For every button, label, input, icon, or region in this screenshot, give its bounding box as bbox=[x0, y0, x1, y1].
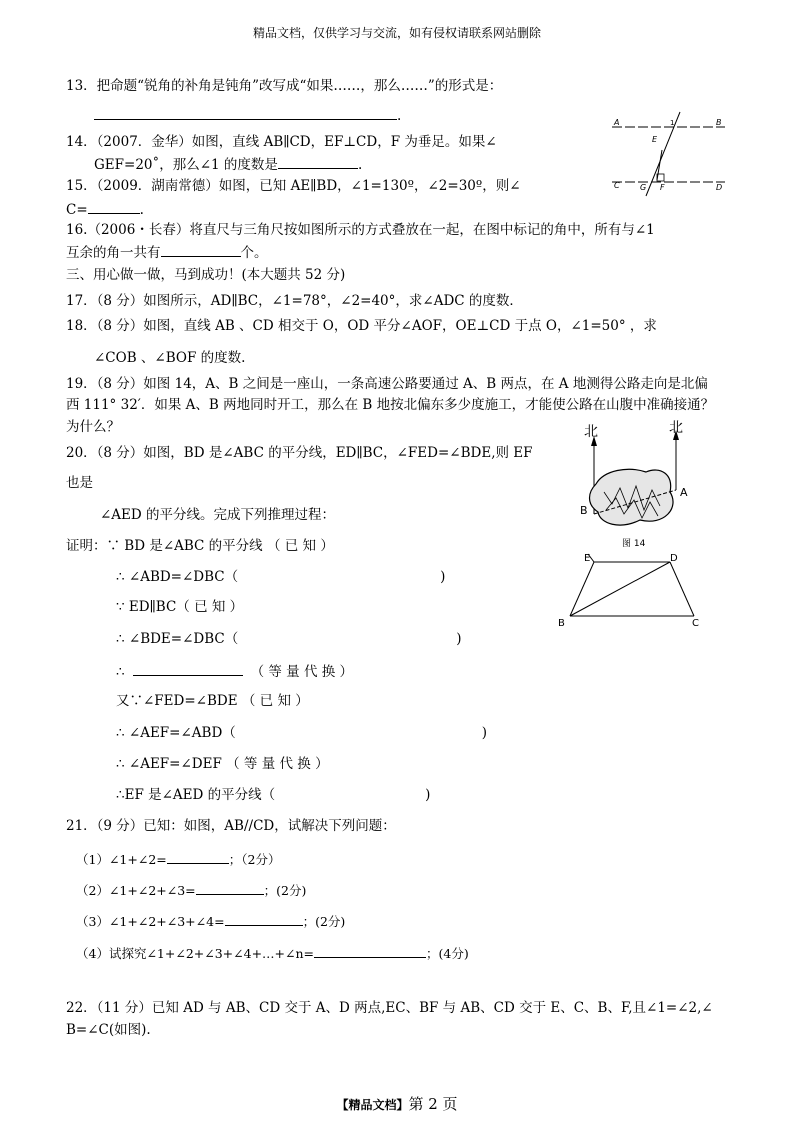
q21-item-2: （2）∠1+∠2+∠3= ；(2分) bbox=[76, 883, 307, 898]
label-g: G bbox=[640, 183, 647, 192]
proof-line-3: ∵ ED∥BC（ 已 知 ） bbox=[116, 599, 244, 615]
label-a: A bbox=[614, 118, 620, 127]
vertex-e-label: E bbox=[584, 553, 591, 564]
label-e: E bbox=[652, 135, 658, 144]
proof-line-9: ∴EF 是∠AED 的平分线（ ) bbox=[116, 787, 431, 803]
label-c: C bbox=[614, 181, 620, 190]
vertex-d-label: D bbox=[670, 553, 678, 564]
label-b: B bbox=[716, 118, 722, 127]
q22-text-2: B=∠C(如图). bbox=[66, 1022, 151, 1038]
proof-line-6: 又∵∠FED=∠BDE （ 已 知 ） bbox=[116, 693, 309, 709]
q18-text-2: ∠COB 、∠BOF 的度数. bbox=[94, 350, 246, 366]
label-f: F bbox=[660, 183, 665, 192]
q17-text: 17．（8 分）如图所示，AD∥BC，∠1=78°，∠2=40°，求∠ADC 的度数． bbox=[66, 293, 523, 309]
q14-text-2: GEF=20˚，那么∠1 的度数是 . bbox=[94, 157, 363, 173]
q20-text-3: ∠AED 的平分线。完成下列推理过程： bbox=[100, 507, 336, 523]
north-label-right: 北 bbox=[669, 420, 683, 436]
mountain-map-figure bbox=[576, 422, 706, 550]
q13-text: 13．把命题“锐角的补角是钝角”改写成“如果……，那么……”的形式是： bbox=[66, 78, 503, 94]
parallel-lines-figure bbox=[610, 112, 730, 196]
proof-line-2: ∴ ∠ABD=∠DBC（ ) bbox=[116, 569, 446, 585]
label-angle-1: 1 bbox=[670, 119, 675, 127]
q21-item-1: （1）∠1+∠2= ；（2分） bbox=[76, 852, 281, 867]
section-heading: 三、用心做一做，马到成功！(本大题共 52 分) bbox=[66, 267, 346, 283]
trapezoid-figure bbox=[556, 550, 706, 630]
q19-text-3: 为什么？ bbox=[66, 419, 120, 435]
proof-line-7: ∴ ∠AEF=∠ABD（ ) bbox=[116, 725, 488, 741]
page-header: 精品文档，仅供学习与交流，如有侵权请联系网站删除 bbox=[252, 26, 541, 40]
vertex-b-label: B bbox=[558, 618, 565, 629]
proof-line-5: ∴ （ 等 量 代 换 ） bbox=[116, 664, 354, 680]
q20-text: 20．（8 分）如图，BD 是∠ABC 的平分线，ED∥BC，∠FED=∠BDE,则 EF bbox=[66, 445, 533, 461]
proof-line-4: ∴ ∠BDE=∠DBC（ ) bbox=[116, 631, 462, 647]
figure-caption: 图 14 bbox=[622, 539, 646, 549]
q21-text: 21．（9 分）已知：如图，AB//CD，试解决下列问题： bbox=[66, 818, 396, 834]
q13-answer-line: . bbox=[94, 106, 401, 124]
q15-text-2: C= . bbox=[66, 202, 144, 218]
q15-text: 15．（2009．湖南常德）如图，已知 AE∥BD，∠1=130º，∠2=30º，则∠ bbox=[66, 178, 521, 194]
point-a-label: A bbox=[680, 486, 688, 499]
q20-text-2: 也是 bbox=[66, 475, 93, 491]
page-footer: 【精品文档】第 2 页 bbox=[336, 1095, 458, 1113]
q18-text: 18．（8 分）如图，直线 AB 、CD 相交于 O，OD 平分∠AOF，OE⊥CD 于点 O，∠1=50° ，求 bbox=[66, 318, 657, 334]
proof-line-1: 证明：∵ BD 是∠ABC 的平分线 （ 已 知 ） bbox=[66, 538, 334, 554]
q21-item-4: （4）试探究∠1+∠2+∠3+∠4+…+∠n= ；(4分) bbox=[76, 946, 469, 961]
north-label-left: 北 bbox=[584, 424, 598, 440]
vertex-c-label: C bbox=[692, 618, 699, 629]
q16-text-2: 互余的角一共有 个。 bbox=[66, 245, 268, 261]
q14-text: 14．（2007．金华）如图，直线 AB∥CD，EF⊥CD，F 为垂足。如果∠ bbox=[66, 134, 497, 150]
q16-text: 16.（2006・长春）将直尺与三角尺按如图所示的方式叠放在一起，在图中标记的角中，所有与∠1 bbox=[66, 222, 655, 238]
proof-line-8: ∴ ∠AEF=∠DEF （ 等 量 代 换 ） bbox=[116, 756, 329, 772]
point-b-label: B bbox=[580, 504, 588, 517]
q22-text: 22．（11 分）已知 AD 与 AB、CD 交于 A、D 两点,EC、BF 与 AB、CD 交于 E、C、B、F,且∠1=∠2,∠ bbox=[66, 1000, 713, 1016]
label-d: D bbox=[716, 183, 723, 192]
q21-item-3: （3）∠1+∠2+∠3+∠4= ；(2分) bbox=[76, 914, 346, 929]
q19-text-2: 西 111° 32′．如果 A、B 两地同时开工，那么在 B 地按北偏东多少度施工，才能使公路在山腹中准确接通？ bbox=[66, 397, 715, 413]
q19-text: 19．（8 分）如图 14，A、B 之间是一座山，一条高速公路要通过 A、B 两点，在 A 地测得公路走向是北偏 bbox=[66, 376, 708, 392]
